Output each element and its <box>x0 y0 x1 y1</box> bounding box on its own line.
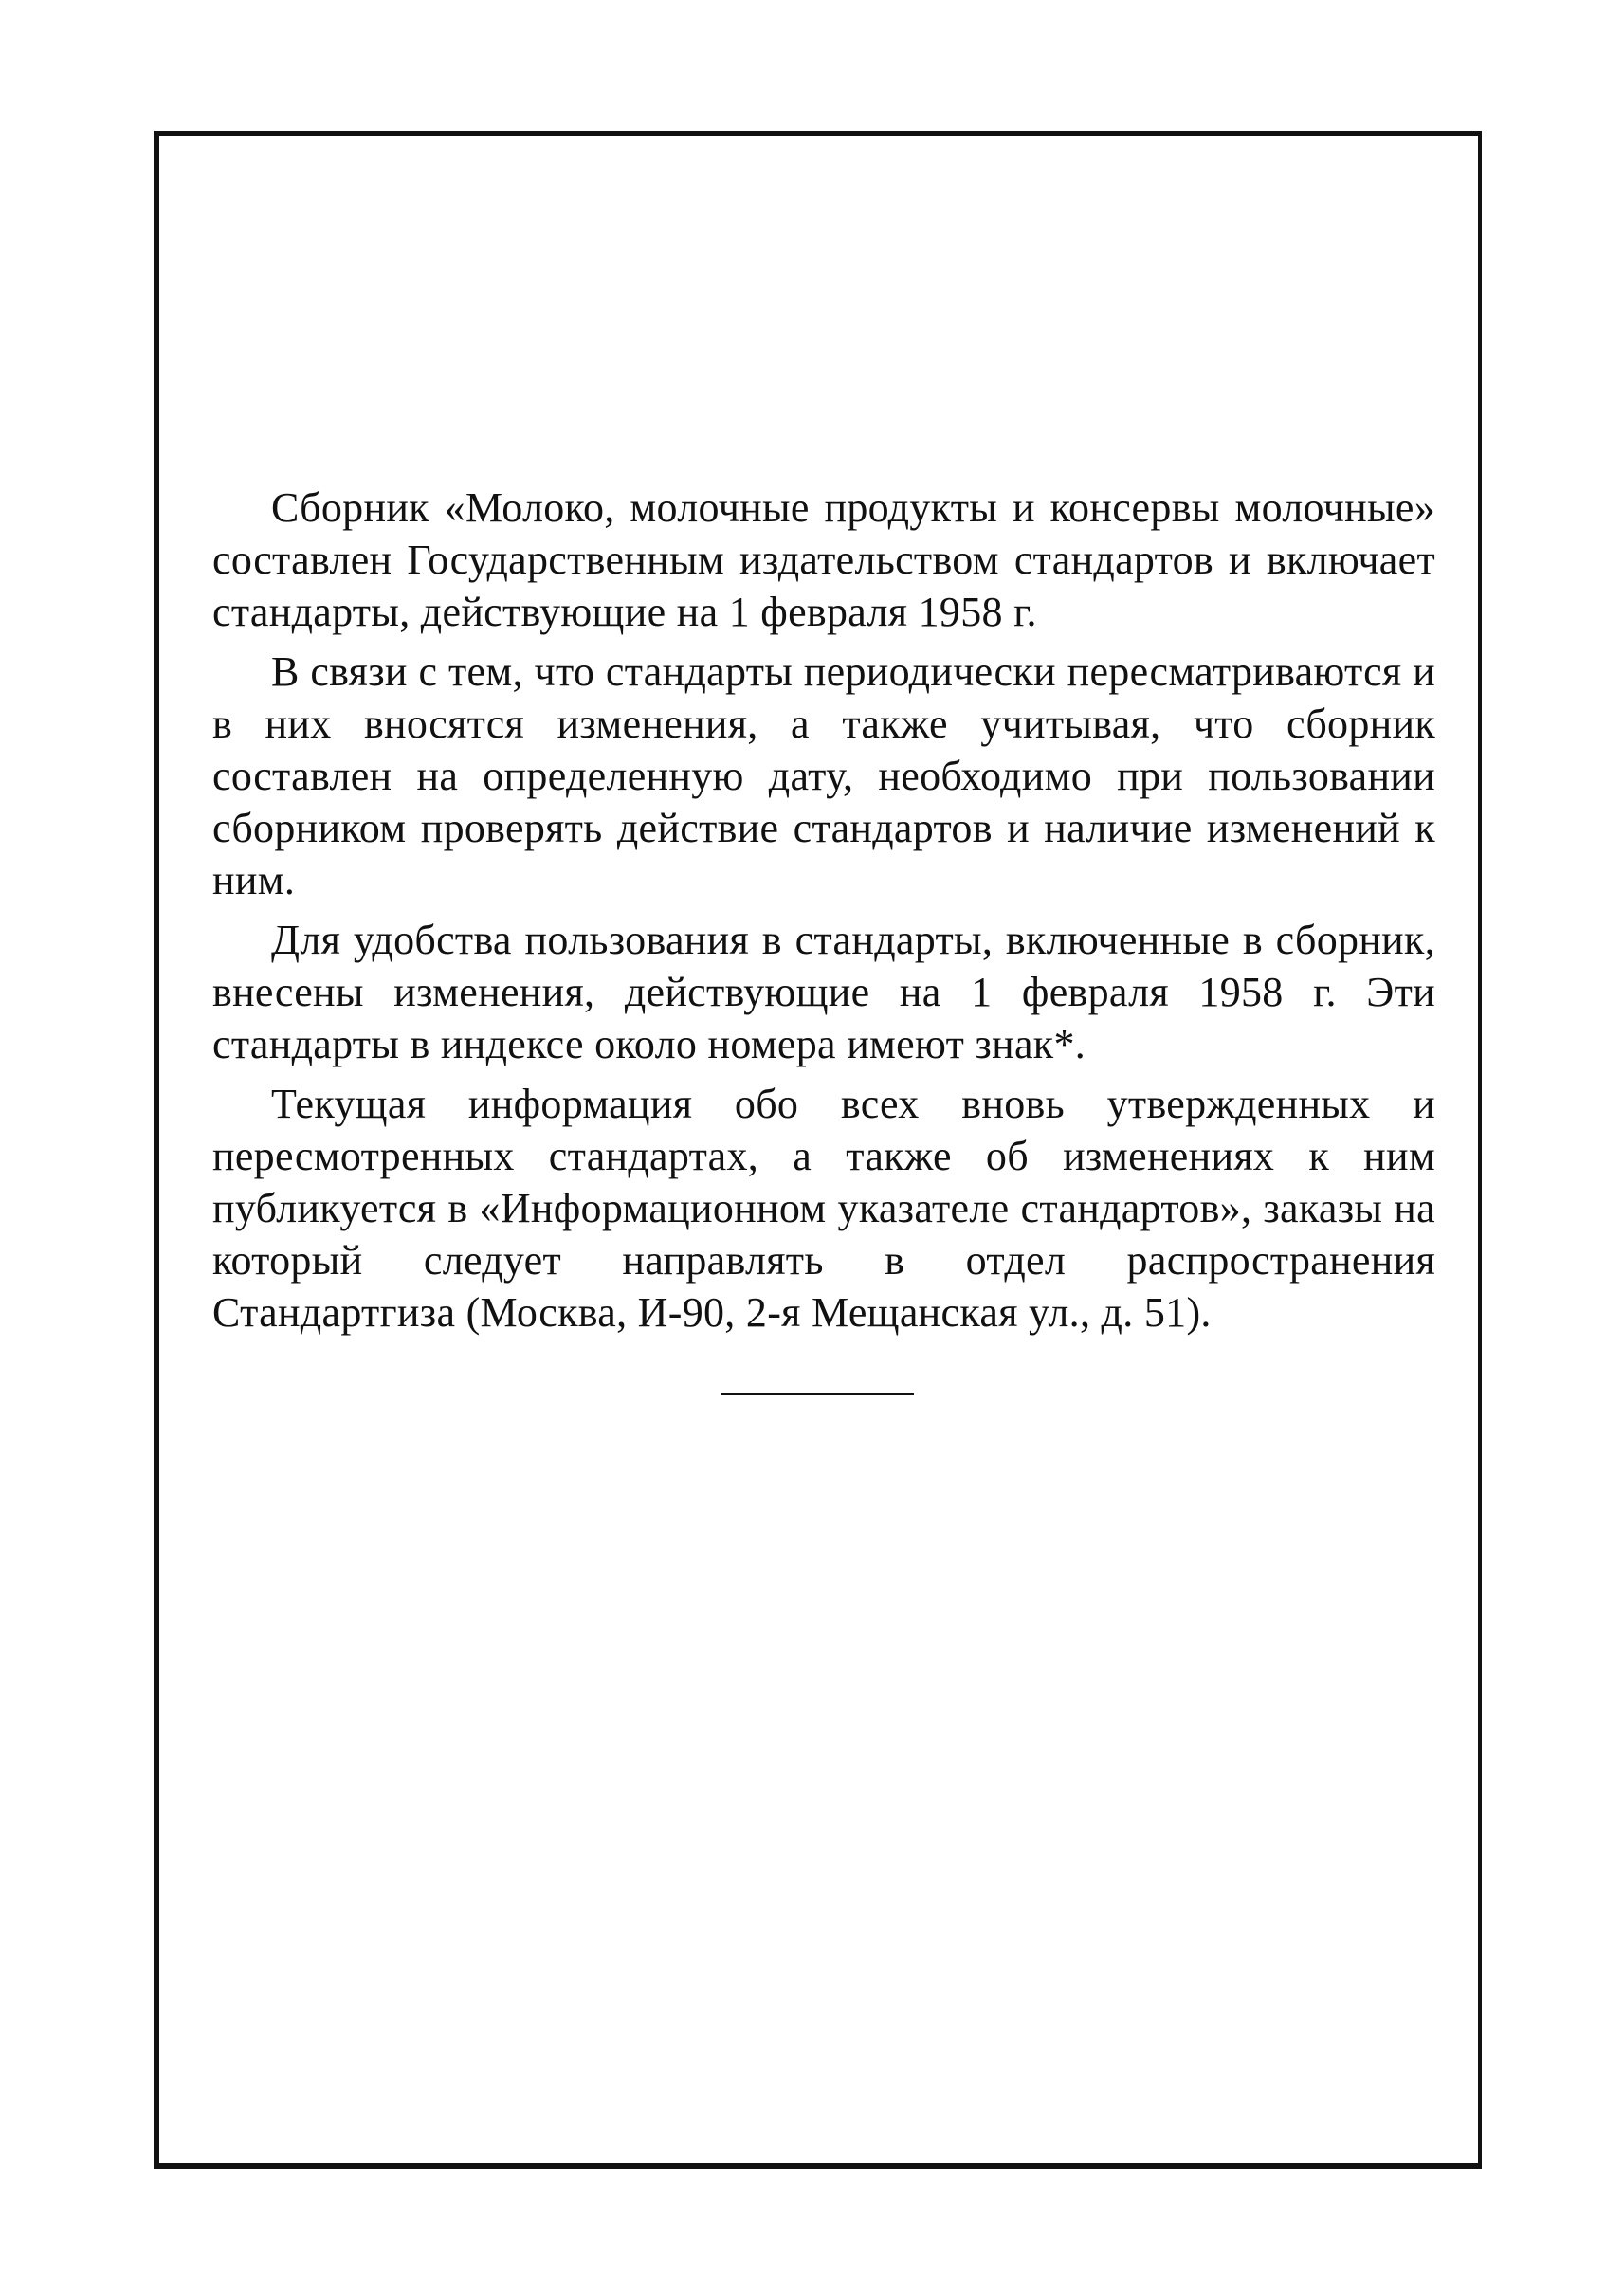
paragraph-information: Текущая информация обо всех вновь утвержденных и пересмотренных стандартах, а также об изменениях к ним публикуется в «Информационном указателе стандартов», заказы на который следует направлять в отдел распространения Стандартгиза (Москва, И-90, 2-я Мещанская ул., д. 51). <box>212 1081 1435 1336</box>
body-text <box>212 482 1435 1346</box>
divider-line <box>721 1393 914 1395</box>
paragraph-changes: Для удобства пользования в стандарты, включенные в сборник, внесены изменения, действующие на 1 февраля 1958 г. Эти стандарты в индексе около номера имеют знак*. <box>212 917 1435 1067</box>
paragraph-revisions: В связи с тем, что стандарты периодически пересматриваются и в них вносятся изменения, а также учитывая, что сборник составлен на определенную дату, необходимо при пользовании сборником проверять действие стандартов и наличие изменений к ним. <box>212 648 1435 903</box>
paragraph-intro: Сборник «Молоко, молочные продукты и консервы молочные» составлен Государственным издательством стандартов и включает стандарты, действующие на 1 февраля 1958 г. <box>212 484 1435 635</box>
